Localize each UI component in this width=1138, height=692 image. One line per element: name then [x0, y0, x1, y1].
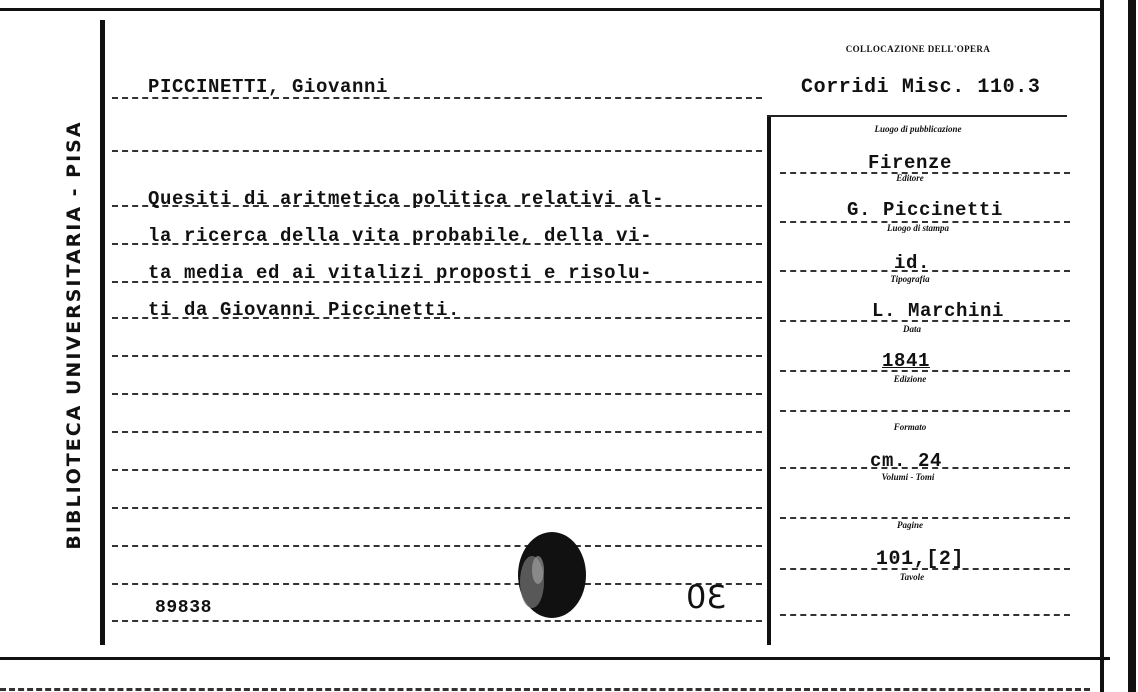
right-column-rule: [767, 115, 771, 645]
tavole-label: Tavole: [899, 572, 925, 582]
title-line: Quesiti di aritmetica politica relativi al-: [148, 188, 665, 210]
ruled-line: [112, 545, 762, 547]
formato-label: Formato: [893, 422, 927, 432]
library-stamp: [510, 530, 590, 620]
shelfmark: Corridi Misc. 110.3: [801, 76, 1041, 99]
inventory-number: 89838: [155, 598, 213, 618]
right-border: [1100, 0, 1104, 692]
ruled-line: [112, 150, 762, 152]
ruled-line: [112, 355, 762, 357]
title-line: ta media ed ai vitalizi proposti e risolu-: [148, 262, 653, 284]
handwritten-mark: 30: [686, 578, 727, 616]
title-line: ti da Giovanni Piccinetti.: [148, 299, 461, 321]
volumi-label: Volumi - Tomi: [881, 472, 935, 482]
top-border: [0, 8, 1100, 11]
field-line: [780, 614, 1070, 616]
author-name: PICCINETTI, Giovanni: [148, 76, 389, 98]
bottom-border: [0, 657, 1110, 660]
left-margin-rule: [100, 20, 105, 645]
collocation-header: COLLOCAZIONE DELL'OPERA: [845, 44, 991, 54]
ruled-line: [112, 583, 762, 585]
luogo-label: Luogo di pubblicazione: [874, 124, 962, 134]
formato-value: cm. 24: [869, 450, 943, 472]
tipografia-label: Tipografia: [890, 274, 930, 284]
luogo-stampa-value: id.: [893, 252, 931, 274]
data-value: 1841: [881, 350, 931, 372]
title-line: la ricerca della vita probabile, della vi-: [148, 225, 653, 247]
luogo-value: Firenze: [867, 152, 953, 174]
ruled-line: [112, 393, 762, 395]
tipografia-value: L. Marchini: [871, 300, 1005, 322]
luogo-stampa-label: Luogo di stampa: [886, 223, 950, 233]
pagine-label: Pagine: [897, 520, 923, 530]
ruled-line: [112, 507, 762, 509]
ruled-line: [112, 469, 762, 471]
ruled-line: [112, 620, 762, 622]
field-line: [780, 517, 1070, 519]
right-column-top: [767, 115, 1067, 117]
editore-label: Editore: [896, 173, 924, 183]
editore-value: G. Piccinetti: [846, 199, 1004, 221]
bottom-edge-line: [0, 688, 1090, 691]
field-line: [780, 410, 1070, 412]
right-edge: [1128, 0, 1136, 692]
ruled-line: [112, 431, 762, 433]
pagine-value: 101,[2]: [875, 548, 965, 571]
edizione-label: Edizione: [893, 374, 927, 384]
data-label: Data: [903, 324, 921, 334]
library-side-label: BIBLIOTECA UNIVERSITARIA - PISA: [63, 120, 85, 550]
